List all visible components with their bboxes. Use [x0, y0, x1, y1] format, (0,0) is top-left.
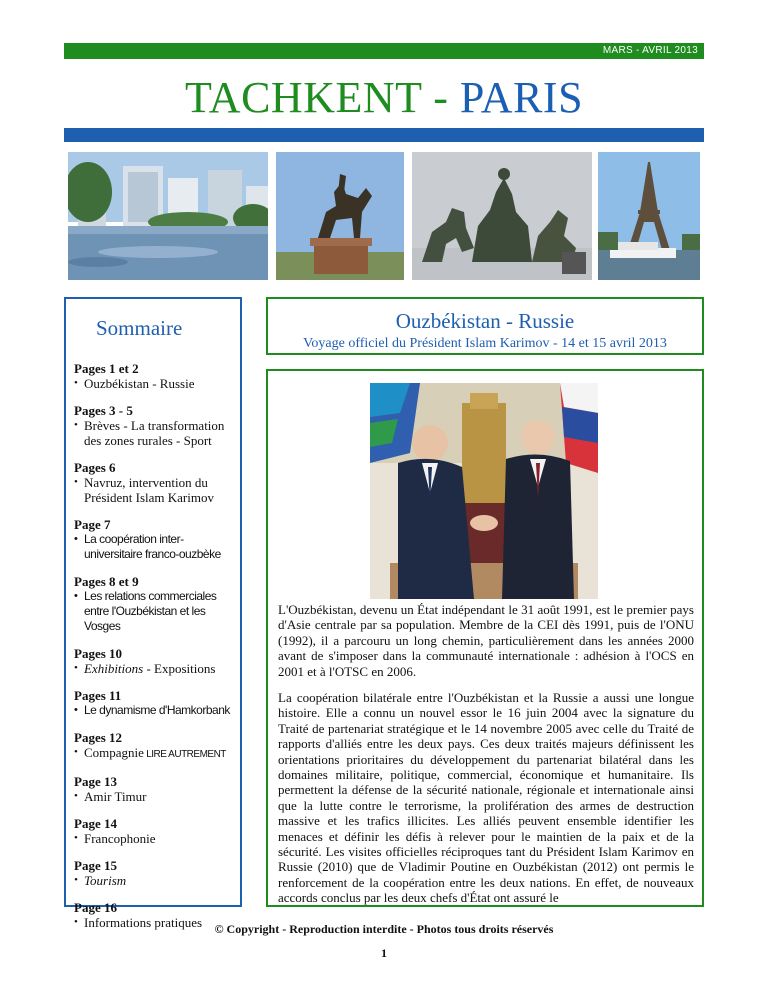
photo-amir-timur-statue [276, 152, 404, 280]
toc-item [74, 661, 240, 676]
toc-item: • Les relations commerciales entre l'Ouzbékistan et les Vosges [74, 589, 240, 634]
toc-pages: Pages 3 - 5 [74, 403, 133, 418]
toc-item: • Navruz, intervention du Président Islam Karimov [74, 475, 240, 505]
photo-quadriga-sculpture [412, 152, 592, 280]
page-number: 1 [381, 946, 387, 960]
toc-item: • Le dynamisme d'Hamkorbank [74, 703, 240, 718]
copyright-notice: © Copyright - Reproduction interdite - Photos tous droits réservés [214, 922, 554, 936]
article-paragraph: L'Ouzbékistan, devenu un État indépendant le 31 août 1991, est le premier pays d'Asie centrale par sa population. Membre de la CEI dès 1991, puis de l'ONU (1992), il a parcouru un long chemin, particulièrement dans les années 2000 avant de s'imposer dans la communauté internationale : adhésion à l'OCS en 2001 et à l'OTSC en 2006. [278, 602, 694, 679]
toc-entry [74, 517, 240, 562]
toc-pages: Pages 12 [74, 730, 123, 745]
toc-entry [74, 774, 240, 804]
toc-item-italic: Exhibitions [84, 661, 144, 676]
toc-entry [74, 730, 240, 762]
toc-item: • Informations pratiques [74, 915, 240, 930]
toc-item: • Brèves - La transformation des zones rurales - Sport [74, 418, 240, 448]
newsletter-title [0, 72, 768, 123]
toc-list [74, 361, 240, 942]
toc-item: • La coopération inter-universitaire franco-ouzbèke [74, 532, 240, 562]
toc-item: • Amir Timur [74, 789, 240, 804]
article-subtitle: Voyage officiel du Président Islam Karimov - 14 et 15 avril 2013 [303, 336, 667, 351]
title-divider [64, 128, 704, 142]
toc-entry [74, 574, 240, 634]
toc-heading: Sommaire [96, 316, 183, 340]
toc-item: • Francophonie [74, 831, 240, 846]
toc-pages: Pages 10 [74, 646, 123, 661]
toc-pages: Page 7 [74, 517, 111, 532]
table-of-contents [64, 297, 242, 930]
toc-pages: Pages 11 [74, 688, 122, 703]
toc-entry [74, 858, 240, 888]
photo-leaders-handshake [370, 383, 598, 599]
photo-tashkent-skyline [68, 152, 268, 280]
toc-item: • Ouzbékistan - Russie [74, 376, 240, 391]
article-title: Ouzbékistan - Russie [395, 309, 575, 333]
title-tachkent: TACHKENT - [184, 73, 460, 122]
toc-item-rest: - Expositions [143, 661, 216, 676]
article-header [266, 297, 704, 355]
toc-pages: Page 16 [74, 900, 117, 915]
issue-date: MARS - AVRIL 2013 [602, 45, 698, 56]
toc-entry [74, 646, 240, 676]
toc-pages: Page 15 [74, 858, 117, 873]
toc-entry [74, 403, 240, 448]
article-paragraph: La coopération bilatérale entre l'Ouzbékistan et la Russie a aussi une longue histoire. Elle a connu un nouvel essor le 16 juin 2004 avec la signature du Traité de partenariat stratégique et le 14 novembre 2005 avec celle du Traité de rapports d'alliés entre les deux pays. Ces deux traités majeurs définissent les orientations prioritaires du développement du partenariat bilatéral dans les domaines militaire, politique, commercial, économique et humanitaire. Ils permettent la défense de la sécurité nationale, régionale et internationale ainsi que la lutte contre le terrorisme, la prolifération des armes de destruction massive et les trafics illicites. Les alliés peuvent ensemble identifier les menaces et définir les défis à relever pour le maintien de la paix et de la sécurité. Les visites officielles réciproques tant du Président Islam Karimov en Russie (2010) que de Vladimir Poutine en Ouzbékistan (2012) ont permis le renforcement de la coopération entre les deux nations. En effet, de nouveaux accords conclus par les deux chefs d'État ont assuré le [278, 690, 694, 906]
toc-pages: Page 14 [74, 816, 117, 831]
toc-entry [74, 361, 240, 391]
title-paris: PARIS [459, 73, 584, 122]
toc-pages: Pages 6 [74, 460, 116, 475]
toc-pages: Pages 8 et 9 [74, 574, 139, 589]
top-date-bar [64, 43, 704, 59]
photo-eiffel-tower [598, 152, 700, 280]
toc-entry [74, 816, 240, 846]
toc-pages: Page 13 [74, 774, 117, 789]
toc-item: • Tourism [74, 873, 240, 888]
toc-item-main: Compagnie [84, 745, 144, 760]
toc-entry [74, 688, 240, 718]
toc-item [74, 745, 240, 762]
article-body [266, 369, 704, 907]
toc-pages: Pages 1 et 2 [74, 361, 139, 376]
toc-entry [74, 460, 240, 505]
toc-item-small: LIRE AUTREMENT [143, 749, 226, 760]
